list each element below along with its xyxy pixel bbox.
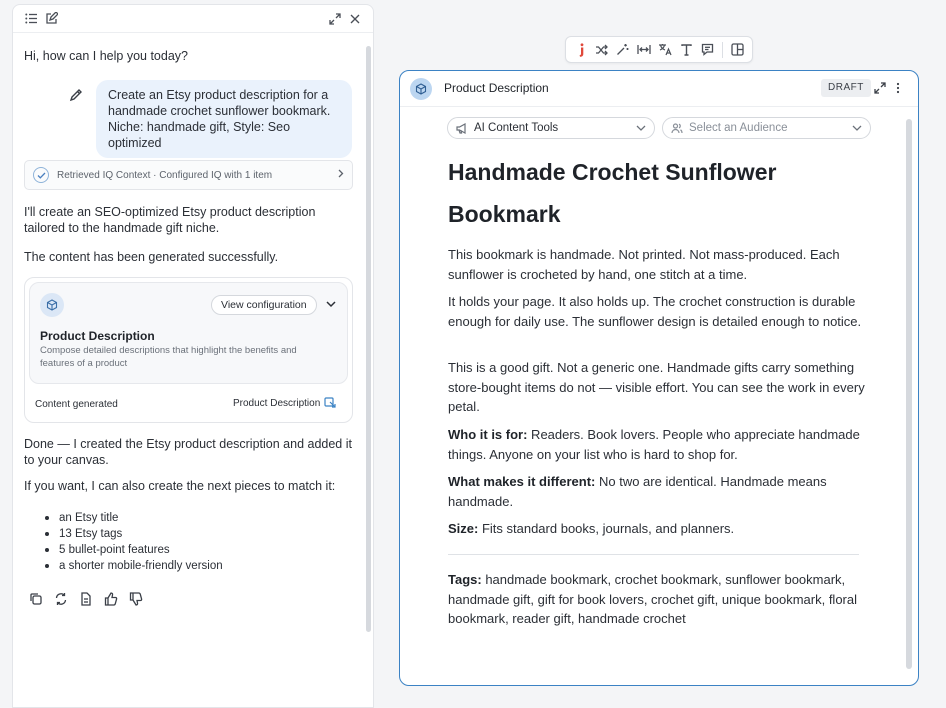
content-generated-label: Content generated [35, 399, 118, 410]
text-icon[interactable] [677, 40, 696, 60]
assistant-reply-intro: I'll create an SEO-optimized Etsy product description tailored to the handmade gift niche. [24, 205, 316, 235]
thumbs-up-icon[interactable] [102, 590, 119, 607]
open-product-description-link[interactable] [233, 396, 336, 411]
comment-icon[interactable] [698, 40, 717, 60]
brand-mark-icon[interactable] [571, 40, 590, 60]
ai-content-tools-dropdown[interactable] [447, 117, 655, 139]
chevron-down-icon[interactable] [324, 297, 340, 313]
regenerate-icon[interactable] [52, 590, 69, 607]
audience-dropdown[interactable] [662, 117, 871, 139]
tags-label: Tags: [448, 572, 482, 587]
status-badge: DRAFT [821, 79, 871, 97]
more-options-icon[interactable] [896, 81, 906, 95]
document-header [400, 71, 918, 107]
document-icon[interactable] [77, 590, 94, 607]
open-link-label: Product Description [233, 398, 321, 409]
chat-panel [12, 4, 374, 708]
user-message: Create an Etsy product description for a handmade crochet sunflower bookmark. Niche: handmade gift, Style: Seo optimized [96, 80, 352, 158]
check-icon [33, 167, 49, 183]
copy-icon[interactable] [27, 590, 44, 607]
new-chat-icon[interactable] [41, 9, 61, 29]
followup-list [43, 510, 223, 574]
size-text: Fits standard books, journals, and planners. [478, 521, 735, 536]
what-makes-it-different-paragraph [448, 472, 866, 511]
assistant-reply-success: The content has been generated successfully. [24, 250, 279, 264]
open-in-canvas-icon [324, 396, 336, 411]
tools-dropdown-label: AI Content Tools [474, 122, 559, 134]
chevron-down-icon [852, 122, 862, 134]
close-icon[interactable] [345, 9, 365, 29]
chat-header [13, 5, 373, 33]
greeting-message: Hi, how can I help you today? [24, 49, 188, 63]
expand-icon[interactable] [874, 81, 888, 95]
audience-dropdown-label: Select an Audience [689, 122, 788, 134]
who-text: Readers. Book lovers. People who appreciate handmade things. Anyone on your list who is hard to shop for. [448, 427, 860, 462]
chat-messages [13, 34, 373, 707]
diff-text: No two are identical. Handmade means handmade. [448, 474, 827, 509]
retrieved-context-row[interactable] [24, 160, 353, 190]
width-icon[interactable] [634, 40, 653, 60]
paragraph: It holds your page. It also holds up. The crochet construction is durable enough for daily use. The sunflower design is detailed enough to notice. [448, 294, 862, 329]
cube-icon [40, 293, 64, 317]
magic-wand-icon[interactable] [613, 40, 632, 60]
tags-text: handmade bookmark, crochet bookmark, sunflower bookmark, handmade gift, gift for book lovers, crochet gift, unique bookmark, floral bookmark, reader gift, handmade crochet [448, 572, 857, 626]
divider [448, 554, 859, 555]
paragraph: This bookmark is handmade. Not printed. Not mass-produced. Each sunflower is crocheted by hand, one stitch at a time. [448, 247, 840, 282]
card-title: Product Description [40, 329, 155, 343]
view-configuration-button[interactable]: View configuration [211, 295, 317, 315]
canvas-toolbar [565, 36, 753, 63]
card-description: Compose detailed descriptions that highlight the benefits and features of a product [40, 345, 297, 369]
document-canvas [399, 70, 919, 686]
size-paragraph [448, 519, 866, 539]
shuffle-icon[interactable] [592, 40, 611, 60]
message-actions [27, 590, 144, 607]
cube-icon [410, 78, 432, 100]
document-heading: Handmade Crochet Sunflower Bookmark [448, 159, 777, 227]
who-it-is-for-paragraph [448, 425, 866, 464]
translate-icon[interactable] [656, 40, 675, 60]
document-scrollbar[interactable] [906, 119, 912, 669]
chevron-down-icon [636, 122, 646, 134]
chat-scrollbar[interactable] [366, 46, 371, 632]
list-item: 13 Etsy tags [43, 526, 223, 542]
edit-message-icon[interactable] [69, 88, 85, 104]
tool-card-body [29, 282, 348, 384]
thumbs-down-icon[interactable] [127, 590, 144, 607]
users-icon [671, 123, 683, 134]
followup-intro: If you want, I can also create the next pieces to match it: [24, 479, 336, 493]
list-item: a shorter mobile-friendly version [43, 558, 223, 574]
document-title: Product Description [444, 81, 549, 95]
expand-icon[interactable] [325, 9, 345, 29]
layout-icon[interactable] [728, 40, 747, 60]
tool-result-card [24, 277, 353, 423]
size-label: Size: [448, 521, 479, 536]
who-label: Who it is for: [448, 427, 528, 442]
tags-paragraph [448, 570, 866, 629]
list-item: 5 bullet-point features [43, 542, 223, 558]
toolbar-divider [722, 42, 723, 58]
done-message: Done — I created the Etsy product description and added it to your canvas. [24, 437, 352, 467]
list-icon[interactable] [21, 9, 41, 29]
list-item: an Etsy title [43, 510, 223, 526]
megaphone-icon [456, 123, 468, 134]
diff-label: What makes it different: [448, 474, 596, 489]
chevron-right-icon [338, 169, 344, 181]
context-label: Retrieved IQ Context · Configured IQ with 1 item [57, 169, 273, 181]
paragraph: This is a good gift. Not a generic one. Handmade gifts carry something store-bought items do not — visible effort. You can see the work in every petal. [448, 360, 865, 414]
